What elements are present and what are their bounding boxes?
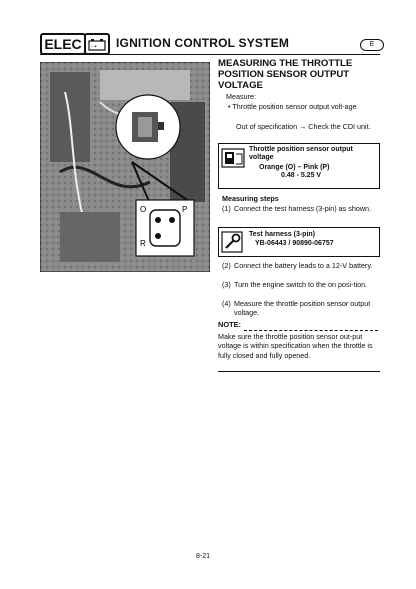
- tool-part-numbers: YB-06443 / 90890-06757: [255, 240, 334, 247]
- out-of-spec-instruction: Out of specification → Check the CDI unit.: [236, 122, 371, 131]
- step-2: (2) Connect the battery leads to a 12-V battery.: [222, 261, 373, 270]
- measure-bullet: • Throttle position sensor output volt-age: [228, 102, 357, 111]
- battery-signs: - +: [91, 44, 97, 50]
- battery-icon: [84, 33, 110, 55]
- page-number: 8-21: [196, 553, 211, 560]
- measure-label: Measure:: [226, 92, 256, 101]
- connector-label-o: O: [140, 205, 147, 214]
- note-text: Make sure the throttle position sensor out-put voltage is within specification when the throttle is fully closed and fully opened.: [218, 332, 373, 360]
- header-divider: [40, 54, 380, 55]
- note-divider: [244, 330, 378, 331]
- engine-photo-figure: [40, 62, 210, 272]
- step-3: (3) Turn the engine switch to the on posi-tion.: [222, 280, 368, 289]
- section-title: MEASURING THE THROTTLE POSITION SENSOR OUTPUT VOLTAGE: [218, 58, 353, 91]
- note-bottom-rule: [218, 371, 380, 372]
- page-title: IGNITION CONTROL SYSTEM: [116, 36, 290, 50]
- step-4: (4) Measure the throttle position sensor output voltage.: [222, 299, 371, 318]
- connector-label-p: P: [182, 205, 188, 214]
- connector-label-r: R: [140, 239, 146, 248]
- spec-title: Throttle position sensor output voltage: [249, 146, 353, 162]
- tool-title: Test harness (3-pin): [249, 231, 315, 238]
- spec-box: [218, 143, 380, 189]
- steps-title: Measuring steps: [222, 194, 279, 203]
- voltmeter-icon: [221, 148, 245, 168]
- note-title: NOTE:: [218, 320, 241, 329]
- language-badge: E: [360, 39, 384, 51]
- step-1: (1) Connect the test harness (3-pin) as shown.: [222, 204, 372, 213]
- wrench-icon: [221, 231, 243, 253]
- tool-box: [218, 227, 380, 257]
- spec-voltage-range: 0.48 - 5.25 V: [281, 172, 322, 179]
- spec-wires: Orange (O) – Pink (P): [259, 164, 330, 171]
- section-code-badge: ELEC: [40, 33, 86, 55]
